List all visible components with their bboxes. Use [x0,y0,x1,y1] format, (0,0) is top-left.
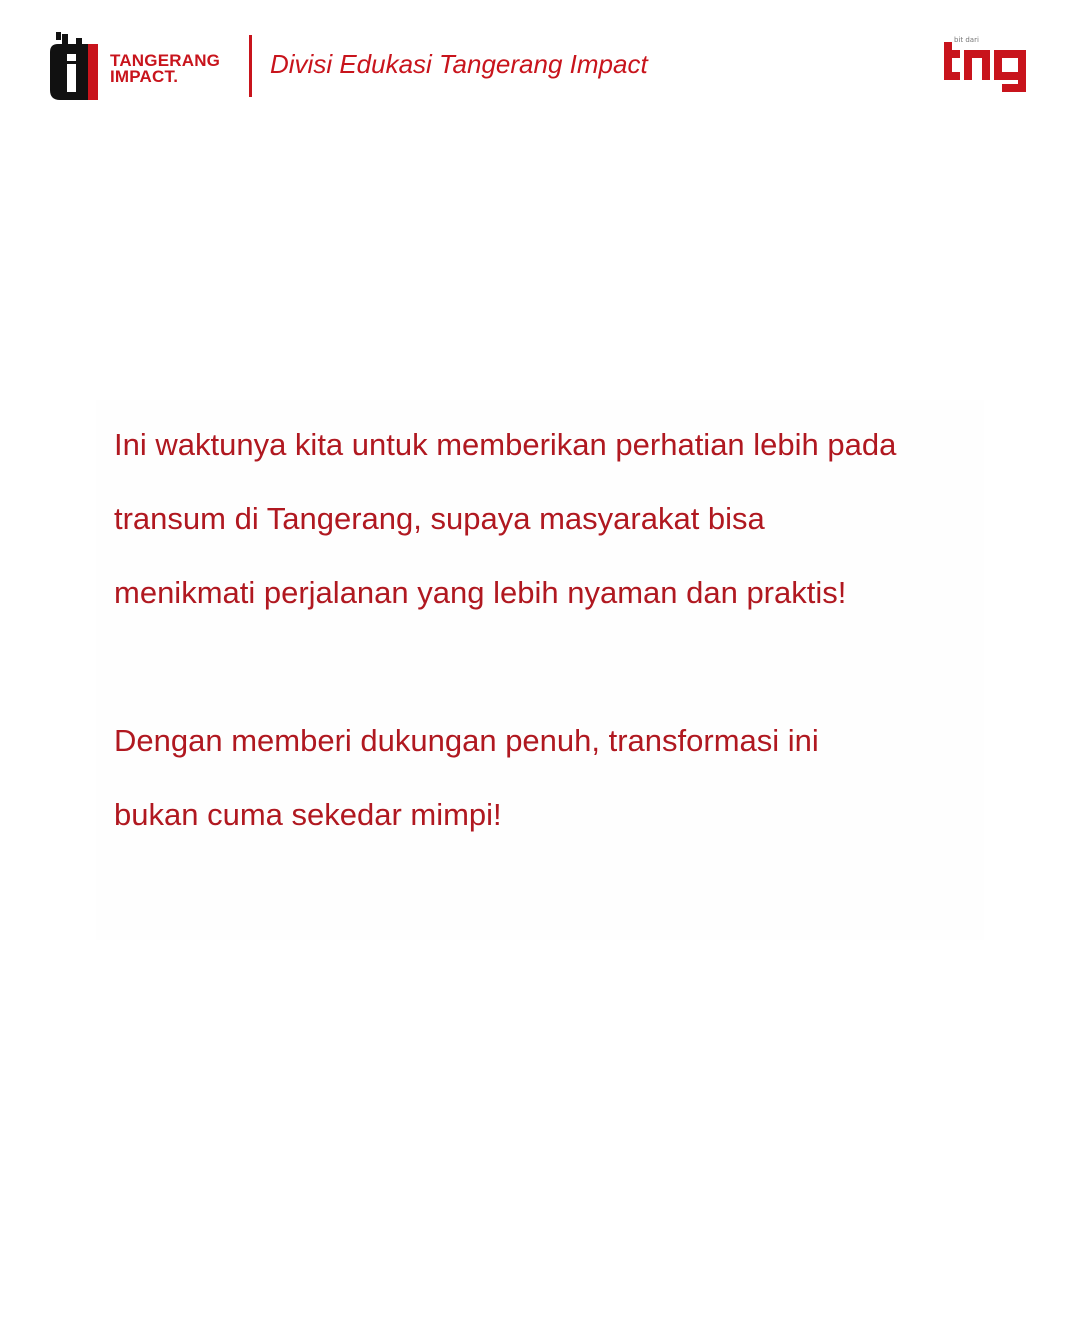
closing-paragraph [114,704,1014,852]
brand-wordmark [110,53,220,85]
division-title: Divisi Edukasi Tangerang Impact [270,49,648,79]
tangerang-impact-logo-icon [50,30,100,100]
brand-line-1: TANGERANG [110,51,221,70]
tng-logo-icon [940,34,1030,96]
paragraph-line: menikmati perjalanan yang lebih nyaman dan praktis! [114,575,847,610]
header-divider [249,35,252,97]
paragraph-line: Ini waktunya kita untuk memberikan perhatian lebih pada [114,427,897,462]
paragraph-line: transum di Tangerang, supaya masyarakat bisa [114,501,765,536]
main-paragraph [114,408,1014,630]
header [0,0,1080,130]
paragraph-line: Dengan memberi dukungan penuh, transformasi ini [114,723,819,758]
paragraph-line: bukan cuma sekedar mimpi! [114,797,502,832]
partner-caption: bit dari [954,36,979,44]
brand-line-2: IMPACT. [110,67,179,86]
